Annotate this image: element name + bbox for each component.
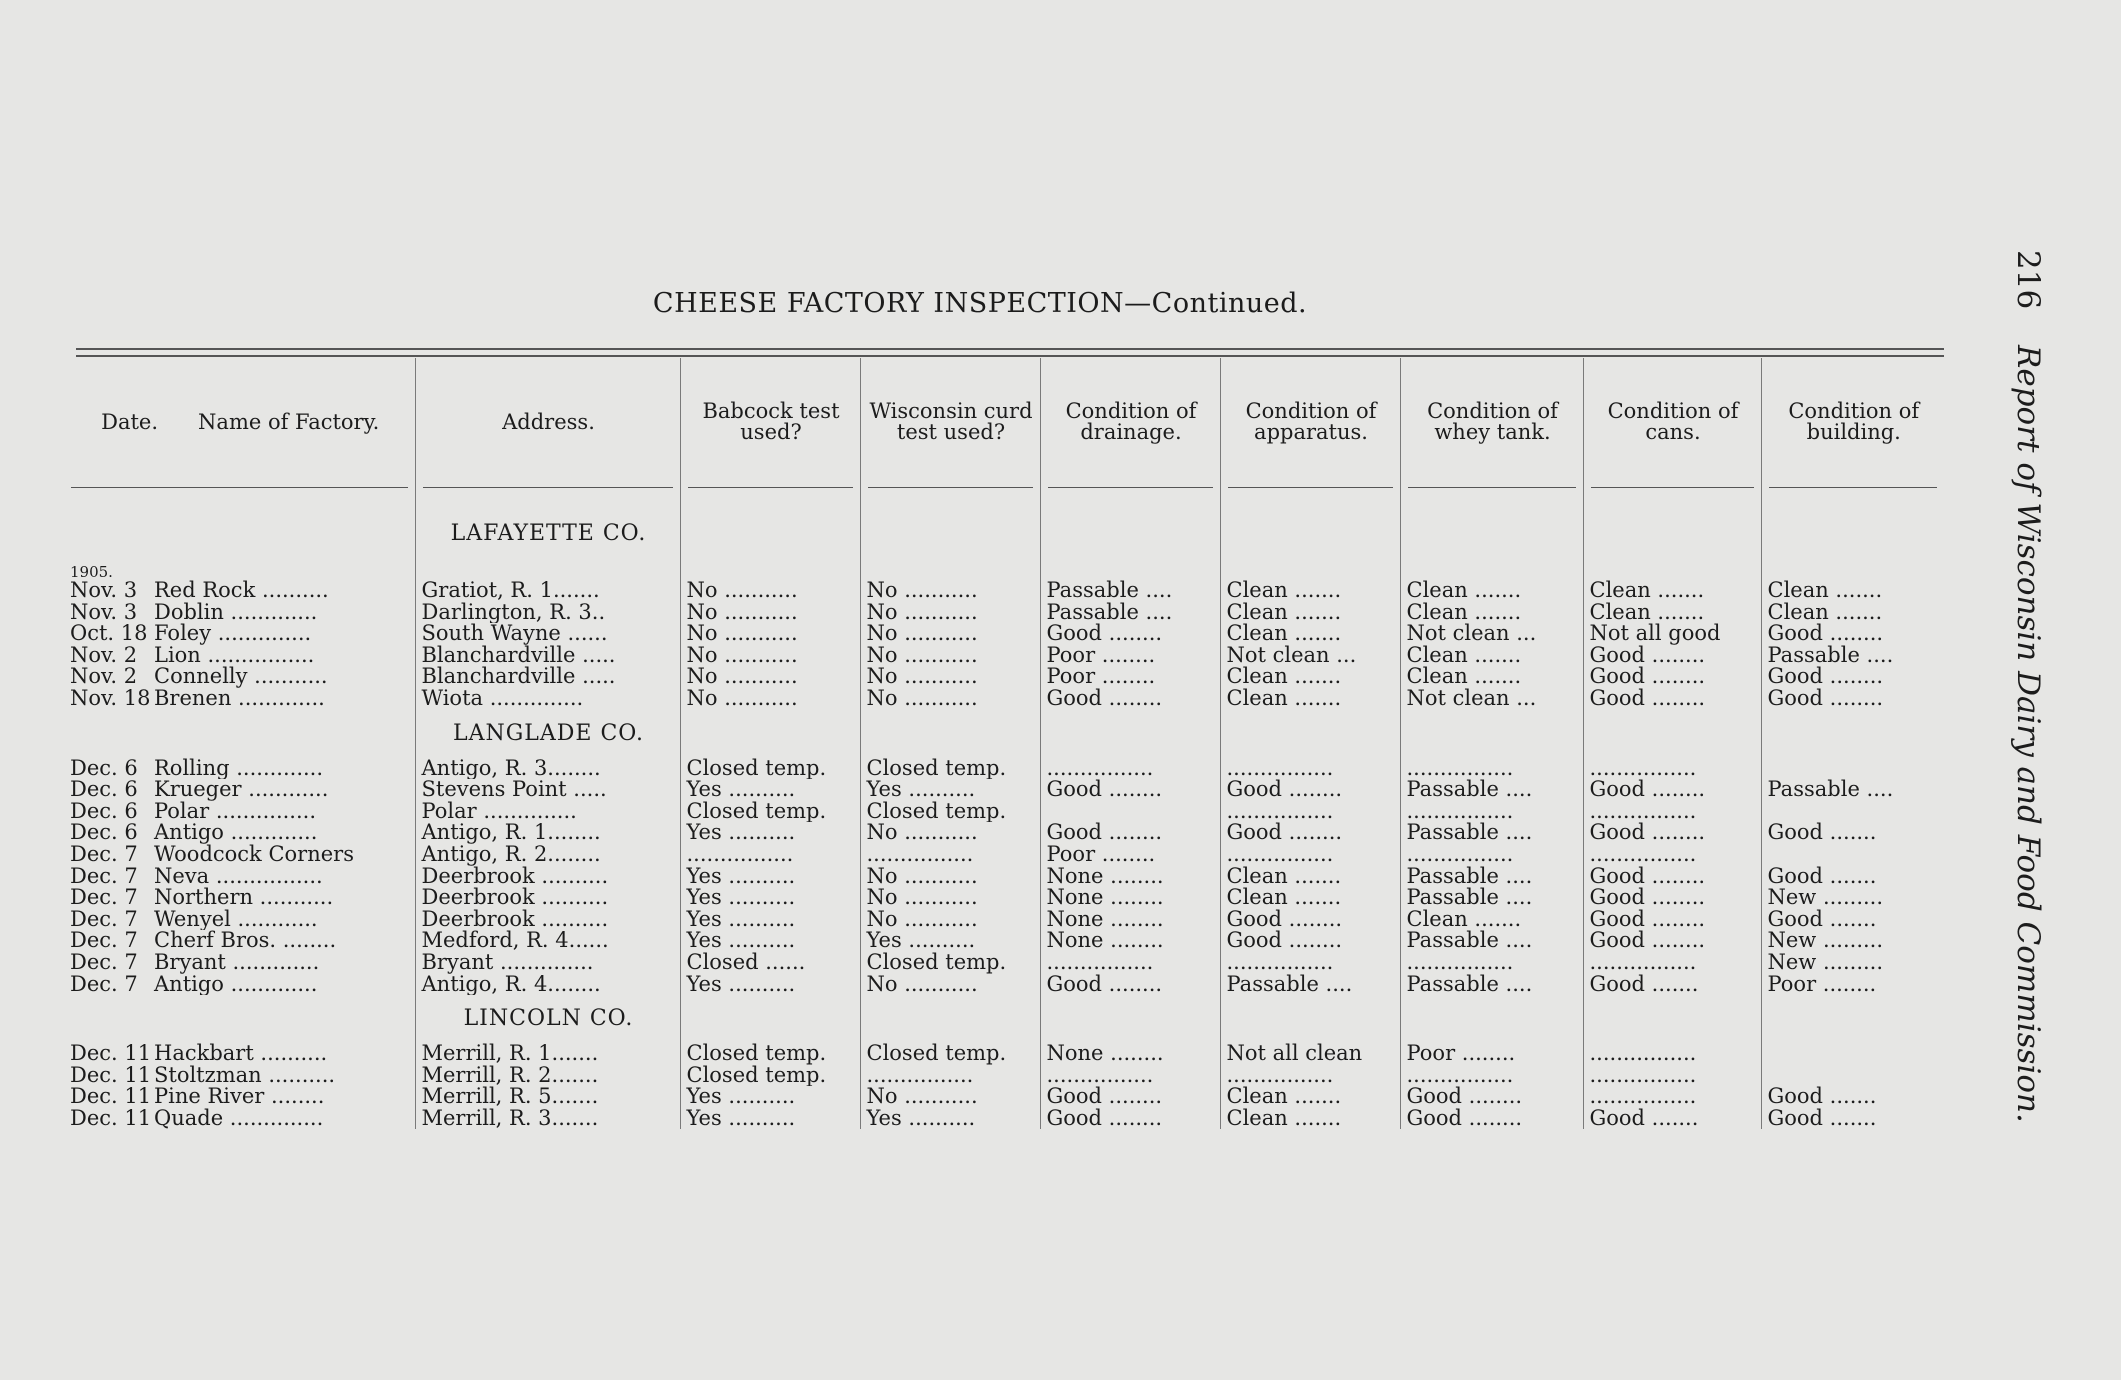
factory-name: Rolling .............	[154, 757, 324, 780]
address-cell: Blanchardville .....	[415, 666, 680, 688]
apparatus-cell: ................	[1220, 952, 1400, 974]
whey-tank-cell: Passable ....	[1400, 779, 1583, 801]
header-drainage: Condition of drainage.	[1040, 358, 1220, 488]
cans-cell: ................	[1583, 1065, 1761, 1087]
factory-name: Stoltzman ..........	[154, 1064, 336, 1087]
whey-tank-cell: Clean .......	[1400, 645, 1583, 667]
table-row	[64, 866, 1944, 888]
table-row	[64, 930, 1944, 952]
building-cell: Good .......	[1761, 909, 1944, 931]
curd-test-cell: No ...........	[860, 909, 1040, 931]
spacer-row	[64, 488, 1944, 510]
county-heading: LANGLADE CO.	[452, 720, 645, 746]
date-cell: Dec. 11	[70, 1107, 152, 1130]
whey-tank-cell: Passable ....	[1400, 974, 1583, 996]
table-row	[64, 1043, 1944, 1065]
date-cell: Dec. 11	[70, 1043, 152, 1065]
address-cell: South Wayne ......	[415, 623, 680, 645]
babcock-cell: Closed temp.	[680, 1043, 860, 1065]
table-row	[64, 801, 1944, 823]
apparatus-cell: Passable ....	[1220, 974, 1400, 996]
babcock-cell: No ...........	[680, 602, 860, 624]
address-cell: Merrill, R. 2.......	[415, 1065, 680, 1087]
apparatus-cell: Clean .......	[1220, 866, 1400, 888]
apparatus-cell: Not all clean	[1220, 1043, 1400, 1065]
header-rule-bottom	[76, 355, 1944, 357]
apparatus-cell: Clean .......	[1220, 1108, 1400, 1130]
factory-name: Cherf Bros. ........	[154, 930, 337, 952]
drainage-cell: Good ........	[1040, 1086, 1220, 1108]
factory-name: Antigo .............	[154, 822, 318, 844]
whey-tank-cell: Clean .......	[1400, 602, 1583, 624]
drainage-cell: Good ........	[1040, 779, 1220, 801]
drainage-cell: Good ........	[1040, 822, 1220, 844]
address-cell: Bryant ..............	[415, 952, 680, 974]
drainage-cell: None ........	[1040, 866, 1220, 888]
cans-cell: ................	[1583, 1086, 1761, 1108]
table-row	[64, 779, 1944, 801]
page-number: 216	[2010, 250, 2046, 310]
date-cell: Nov. 2	[70, 644, 138, 667]
header-apparatus: Condition of apparatus.	[1220, 358, 1400, 488]
date-cell: Oct. 18	[70, 623, 148, 645]
table-row	[64, 952, 1944, 974]
babcock-cell: Closed temp.	[680, 758, 860, 780]
apparatus-cell: Clean .......	[1220, 1086, 1400, 1108]
date-cell: Dec. 7	[70, 865, 138, 888]
cans-cell: ................	[1583, 1043, 1761, 1065]
babcock-cell: No ...........	[680, 580, 860, 602]
drainage-cell: Poor ........	[1040, 666, 1220, 688]
building-cell: Clean .......	[1761, 580, 1944, 602]
date-cell: Dec. 7	[70, 973, 138, 996]
table-row	[64, 623, 1944, 645]
building-cell: Good .......	[1761, 822, 1944, 844]
apparatus-cell: Good ........	[1220, 822, 1400, 844]
building-cell	[1761, 1065, 1944, 1087]
header-date: Date.	[101, 409, 159, 434]
curd-test-cell: Yes ..........	[860, 1108, 1040, 1130]
address-cell: Antigo, R. 3........	[415, 758, 680, 780]
curd-test-cell: No ...........	[860, 1086, 1040, 1108]
cans-cell: Good ........	[1583, 909, 1761, 931]
curd-test-cell: ................	[860, 1065, 1040, 1087]
babcock-cell: Closed temp.	[680, 1065, 860, 1087]
factory-name: Woodcock Corners	[154, 843, 354, 866]
factory-name: Hackbart ..........	[154, 1043, 328, 1065]
building-cell: New .........	[1761, 887, 1944, 909]
cans-cell: ................	[1583, 758, 1761, 780]
date-cell: Nov. 3	[70, 580, 138, 602]
table-row	[64, 1065, 1944, 1087]
building-cell: Poor ........	[1761, 974, 1944, 996]
whey-tank-cell: Passable ....	[1400, 887, 1583, 909]
factory-name: Krueger ............	[154, 779, 329, 801]
building-cell: Clean .......	[1761, 602, 1944, 624]
curd-test-cell: Closed temp.	[860, 952, 1040, 974]
building-cell: Good .......	[1761, 1086, 1944, 1108]
whey-tank-cell: Clean .......	[1400, 909, 1583, 931]
apparatus-cell: Good ........	[1220, 909, 1400, 931]
babcock-cell: Yes ..........	[680, 909, 860, 931]
date-cell: Dec. 7	[70, 908, 138, 931]
cans-cell: Good .......	[1583, 974, 1761, 996]
building-cell: Passable ....	[1761, 779, 1944, 801]
table-body	[64, 488, 1944, 1129]
date-cell: Dec. 11	[70, 1064, 152, 1087]
whey-tank-cell: ................	[1400, 952, 1583, 974]
building-cell: Good .......	[1761, 866, 1944, 888]
drainage-cell: Passable ....	[1040, 580, 1220, 602]
cans-cell: ................	[1583, 801, 1761, 823]
drainage-cell: Good ........	[1040, 974, 1220, 996]
drainage-cell: Good ........	[1040, 623, 1220, 645]
building-cell: Good ........	[1761, 688, 1944, 710]
curd-test-cell: Yes ..........	[860, 930, 1040, 952]
factory-name: Red Rock ..........	[154, 580, 329, 602]
date-cell: Dec. 6	[70, 822, 138, 844]
table-row	[64, 844, 1944, 866]
address-cell: Deerbrook ..........	[415, 866, 680, 888]
header-name: Name of Factory.	[198, 409, 380, 434]
curd-test-cell: Closed temp.	[860, 1043, 1040, 1065]
address-cell: Deerbrook ..........	[415, 887, 680, 909]
whey-tank-cell: Good ........	[1400, 1108, 1583, 1130]
date-cell: Nov. 2	[70, 666, 138, 688]
date-cell: Dec. 7	[70, 887, 138, 909]
curd-test-cell: No ...........	[860, 580, 1040, 602]
county-row	[64, 710, 1944, 758]
apparatus-cell: Good ........	[1220, 779, 1400, 801]
curd-test-cell: No ...........	[860, 602, 1040, 624]
building-cell: New .........	[1761, 952, 1944, 974]
building-cell: New .........	[1761, 930, 1944, 952]
building-cell: Good ........	[1761, 666, 1944, 688]
apparatus-cell: Clean .......	[1220, 580, 1400, 602]
table-row	[64, 1108, 1944, 1130]
header-building: Condition of building.	[1761, 358, 1944, 488]
header-cans: Condition of cans.	[1583, 358, 1761, 488]
page-title: CHEESE FACTORY INSPECTION—Continued.	[652, 288, 1308, 319]
curd-test-cell: No ...........	[860, 688, 1040, 710]
factory-name: Brenen .............	[154, 687, 325, 710]
curd-test-cell: No ...........	[860, 645, 1040, 667]
factory-name: Pine River ........	[154, 1086, 325, 1108]
babcock-cell: Closed temp.	[680, 801, 860, 823]
babcock-cell: Yes ..........	[680, 866, 860, 888]
address-cell: Antigo, R. 4........	[415, 974, 680, 996]
address-cell: Antigo, R. 2........	[415, 844, 680, 866]
factory-name: Neva ................	[154, 865, 323, 888]
factory-name: Bryant .............	[154, 951, 320, 974]
drainage-cell: Passable ....	[1040, 602, 1220, 624]
factory-name: Quade ..............	[154, 1107, 324, 1130]
apparatus-cell: Clean .......	[1220, 887, 1400, 909]
curd-test-cell: No ...........	[860, 666, 1040, 688]
curd-test-cell: No ...........	[860, 974, 1040, 996]
cans-cell: Good ........	[1583, 645, 1761, 667]
table-row	[64, 666, 1944, 688]
cans-cell: Good ........	[1583, 688, 1761, 710]
babcock-cell: Yes ..........	[680, 822, 860, 844]
county-heading: LINCOLN CO.	[463, 1006, 634, 1032]
drainage-cell	[1040, 801, 1220, 823]
date-cell: Dec. 7	[70, 951, 138, 974]
babcock-cell: No ...........	[680, 623, 860, 645]
factory-name: Lion ................	[154, 644, 315, 667]
whey-tank-cell: ................	[1400, 758, 1583, 780]
babcock-cell: Yes ..........	[680, 1108, 860, 1130]
header-babcock: Babcock test used?	[680, 358, 860, 488]
babcock-cell: Yes ..........	[680, 779, 860, 801]
apparatus-cell: Clean .......	[1220, 666, 1400, 688]
apparatus-cell: ................	[1220, 801, 1400, 823]
cans-cell: Good ........	[1583, 887, 1761, 909]
cans-cell: Good ........	[1583, 930, 1761, 952]
drainage-cell: Good ........	[1040, 688, 1220, 710]
drainage-cell: None ........	[1040, 909, 1220, 931]
apparatus-cell: Clean .......	[1220, 688, 1400, 710]
curd-test-cell: Yes ..........	[860, 779, 1040, 801]
babcock-cell: Yes ..........	[680, 974, 860, 996]
babcock-cell: No ...........	[680, 688, 860, 710]
date-cell: Nov. 3	[70, 601, 138, 624]
drainage-cell: None ........	[1040, 1043, 1220, 1065]
building-cell: Good .......	[1761, 1108, 1944, 1130]
building-cell: Passable ....	[1761, 645, 1944, 667]
date-cell: Dec. 11	[70, 1086, 152, 1108]
apparatus-cell: Good ........	[1220, 930, 1400, 952]
cans-cell: Good ........	[1583, 666, 1761, 688]
county-heading: LAFAYETTE CO.	[450, 521, 647, 547]
address-cell: Blanchardville .....	[415, 645, 680, 667]
table-row	[64, 688, 1944, 710]
address-cell: Polar ..............	[415, 801, 680, 823]
whey-tank-cell: Not clean ...	[1400, 688, 1583, 710]
cans-cell: Not all good	[1583, 623, 1761, 645]
table-row	[64, 758, 1944, 780]
address-cell: Merrill, R. 1.......	[415, 1043, 680, 1065]
curd-test-cell: ................	[860, 844, 1040, 866]
building-cell	[1761, 844, 1944, 866]
header-rule-top	[76, 348, 1944, 350]
babcock-cell: Yes ..........	[680, 930, 860, 952]
header-row	[64, 358, 1944, 488]
babcock-cell: No ...........	[680, 666, 860, 688]
county-row	[64, 995, 1944, 1043]
drainage-cell: None ........	[1040, 887, 1220, 909]
date-cell: Dec. 6	[70, 757, 138, 780]
date-cell: Dec. 6	[70, 779, 138, 801]
babcock-cell: No ...........	[680, 645, 860, 667]
table-row	[64, 602, 1944, 624]
whey-tank-cell: Passable ....	[1400, 930, 1583, 952]
apparatus-cell: Clean .......	[1220, 623, 1400, 645]
cans-cell: Clean .......	[1583, 602, 1761, 624]
whey-tank-cell: ................	[1400, 1065, 1583, 1087]
header-address: Address.	[415, 358, 680, 488]
address-cell: Stevens Point .....	[415, 779, 680, 801]
inspection-table	[64, 358, 1944, 1129]
address-cell: Merrill, R. 3.......	[415, 1108, 680, 1130]
factory-name: Foley ..............	[154, 623, 312, 645]
whey-tank-cell: Clean .......	[1400, 666, 1583, 688]
whey-tank-cell: Not clean ...	[1400, 623, 1583, 645]
running-title: Report of Wisconsin Dairy and Food Commission.	[2010, 345, 2046, 1123]
table-row	[64, 887, 1944, 909]
babcock-cell: Yes ..........	[680, 1086, 860, 1108]
date-cell: Dec. 7	[70, 843, 138, 866]
building-cell	[1761, 758, 1944, 780]
curd-test-cell: No ...........	[860, 623, 1040, 645]
year-row	[64, 558, 1944, 580]
table-row	[64, 909, 1944, 931]
babcock-cell: Yes ..........	[680, 887, 860, 909]
table-row	[64, 645, 1944, 667]
date-cell: Dec. 7	[70, 930, 138, 952]
curd-test-cell: Closed temp.	[860, 801, 1040, 823]
year-label: 1905.	[70, 563, 113, 580]
address-cell: Wiota ..............	[415, 688, 680, 710]
table-row	[64, 1086, 1944, 1108]
apparatus-cell: ................	[1220, 1065, 1400, 1087]
header-date-name	[64, 358, 415, 488]
address-cell: Deerbrook ..........	[415, 909, 680, 931]
cans-cell: ................	[1583, 844, 1761, 866]
cans-cell: ................	[1583, 952, 1761, 974]
factory-name: Connelly ...........	[154, 666, 328, 688]
curd-test-cell: No ...........	[860, 866, 1040, 888]
county-row	[64, 510, 1944, 558]
cans-cell: Good ........	[1583, 822, 1761, 844]
curd-test-cell: Closed temp.	[860, 758, 1040, 780]
babcock-cell: Closed ......	[680, 952, 860, 974]
cans-cell: Good ........	[1583, 779, 1761, 801]
apparatus-cell: ................	[1220, 844, 1400, 866]
whey-tank-cell: Passable ....	[1400, 866, 1583, 888]
curd-test-cell: No ...........	[860, 822, 1040, 844]
date-cell: Dec. 6	[70, 800, 138, 823]
drainage-cell: None ........	[1040, 930, 1220, 952]
whey-tank-cell: ................	[1400, 801, 1583, 823]
table-row	[64, 974, 1944, 996]
drainage-cell: ................	[1040, 952, 1220, 974]
drainage-cell: Poor ........	[1040, 645, 1220, 667]
address-cell: Darlington, R. 3..	[415, 602, 680, 624]
factory-name: Northern ...........	[154, 887, 334, 909]
drainage-cell: Poor ........	[1040, 844, 1220, 866]
cans-cell: Good ........	[1583, 866, 1761, 888]
building-cell	[1761, 1043, 1944, 1065]
drainage-cell: Good ........	[1040, 1108, 1220, 1130]
whey-tank-cell: Passable ....	[1400, 822, 1583, 844]
whey-tank-cell: Good ........	[1400, 1086, 1583, 1108]
address-cell: Medford, R. 4......	[415, 930, 680, 952]
cans-cell: Good .......	[1583, 1108, 1761, 1130]
table-row	[64, 580, 1944, 602]
header-whey: Condition of whey tank.	[1400, 358, 1583, 488]
apparatus-cell: Not clean ...	[1220, 645, 1400, 667]
table-row	[64, 822, 1944, 844]
cans-cell: Clean .......	[1583, 580, 1761, 602]
factory-name: Polar ...............	[154, 800, 317, 823]
building-cell	[1761, 801, 1944, 823]
address-cell: Gratiot, R. 1.......	[415, 580, 680, 602]
header-curd: Wisconsin curd test used?	[860, 358, 1040, 488]
apparatus-cell: ................	[1220, 758, 1400, 780]
building-cell: Good ........	[1761, 623, 1944, 645]
factory-name: Wenyel ............	[154, 908, 318, 931]
whey-tank-cell: ................	[1400, 844, 1583, 866]
whey-tank-cell: Clean .......	[1400, 580, 1583, 602]
address-cell: Merrill, R. 5.......	[415, 1086, 680, 1108]
factory-name: Doblin .............	[154, 601, 318, 624]
running-header	[2010, 250, 2046, 1123]
curd-test-cell: No ...........	[860, 887, 1040, 909]
factory-name: Antigo .............	[154, 973, 318, 996]
apparatus-cell: Clean .......	[1220, 602, 1400, 624]
whey-tank-cell: Poor ........	[1400, 1043, 1583, 1065]
date-cell: Nov. 18	[70, 687, 151, 710]
drainage-cell: ................	[1040, 1065, 1220, 1087]
drainage-cell: ................	[1040, 758, 1220, 780]
address-cell: Antigo, R. 1........	[415, 822, 680, 844]
babcock-cell: ................	[680, 844, 860, 866]
